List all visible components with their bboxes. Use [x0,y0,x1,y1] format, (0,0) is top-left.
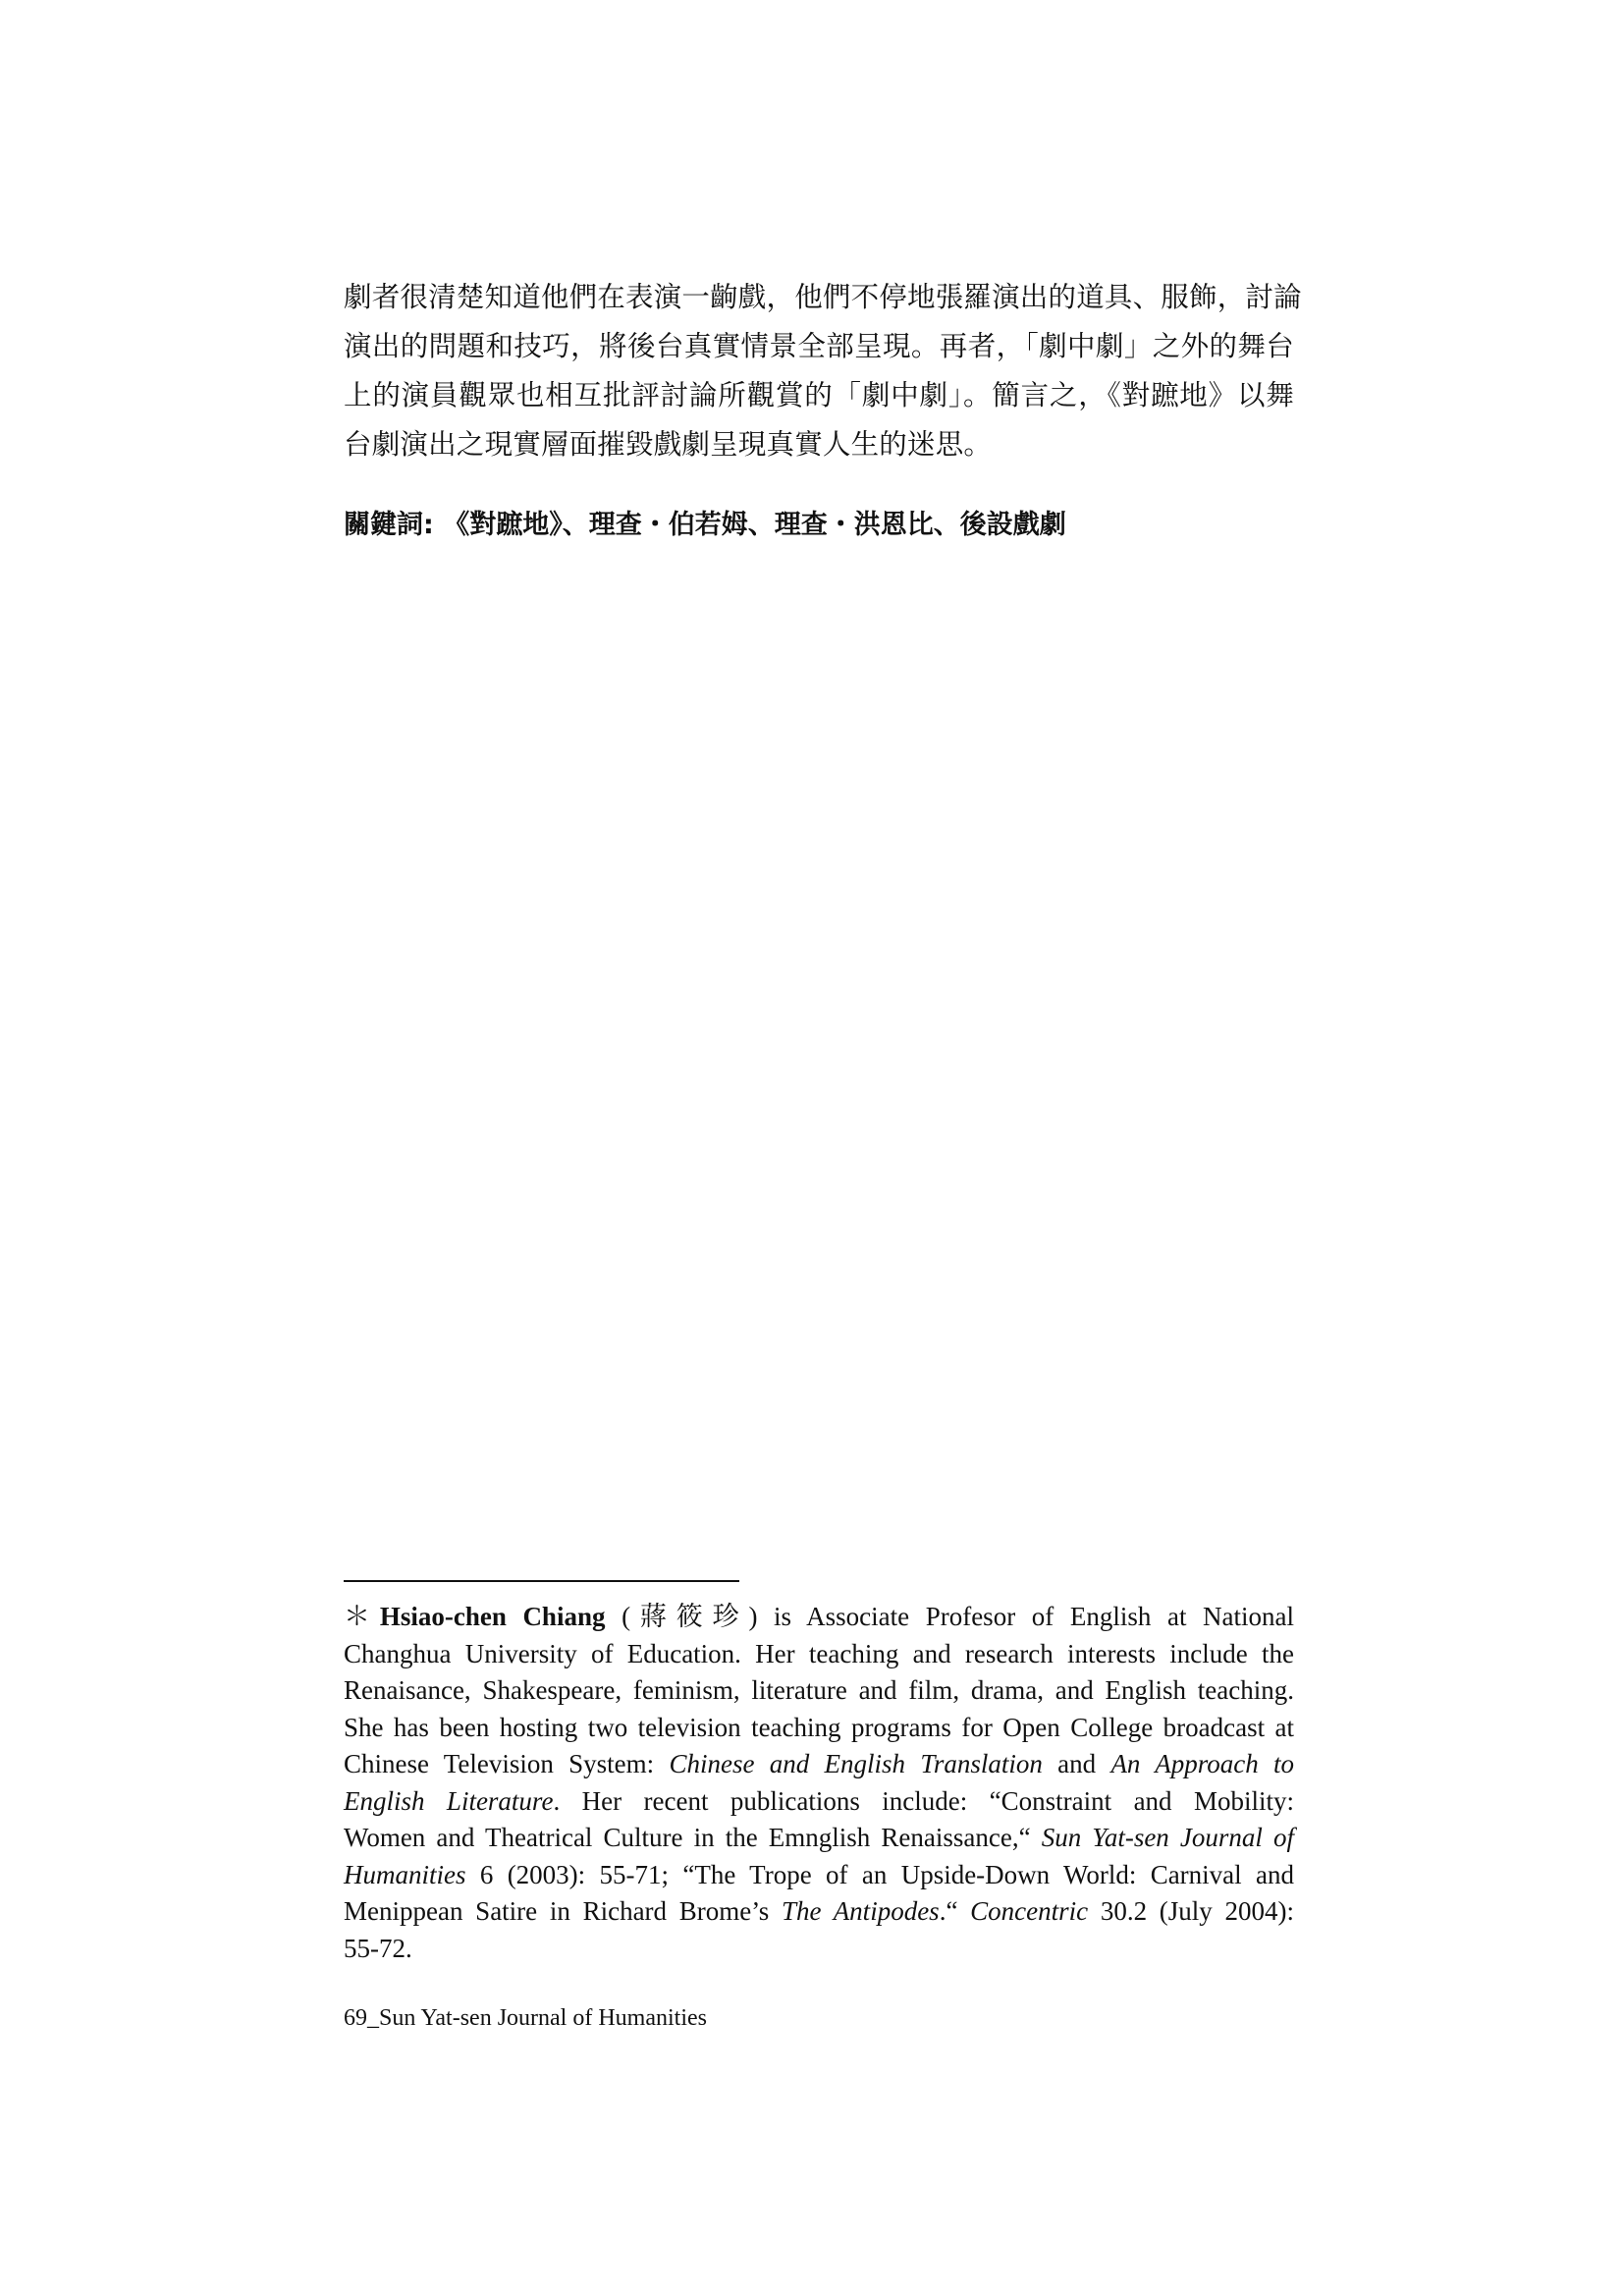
footnote-marker: ＊ [344,1602,380,1631]
footnote-line: She has been hosting two television teaching programs for Open College broadcast at [344,1712,1294,1742]
footnote-line: English Literature. Her recent publications include: “Constraint and Mobility: [344,1785,1294,1816]
footnote-line: 55-72. [344,1933,412,1963]
footnote-line: Chinese Television System: Chinese and English Translation and An Approach to [344,1749,1294,1778]
abstract-line: 劇者很清楚知道他們在表演一齣戲，他們不停地張羅演出的道具、服飾，討論 [344,281,1302,313]
footnote-line: Changhua University of Education. Her teaching and research interests include the [344,1638,1294,1668]
page-folio: 69_Sun Yat-sen Journal of Humanities [344,2005,707,2031]
abstract-line: 台劇演出之現實層面摧毀戲劇呈現真實人生的迷思。 [344,428,993,461]
footnote-divider [344,1580,739,1582]
program-title: Chinese and English Translation [669,1749,1043,1778]
author-name: Hsiao-chen Chiang [379,1602,606,1631]
footnote-line: Humanities 6 (2003): 55-71; “The Trope of an Upside-Down World: Carnival and [344,1859,1294,1889]
author-chinese-name: (蔣筱珍) [622,1602,758,1631]
journal-title: Humanities [344,1859,466,1889]
author-footnote [344,1599,1294,1967]
footnote-line: Menippean Satire in Richard Brome’s The Antipodes.“ Concentric 30.2 (July 2004): [344,1896,1295,1926]
work-title: The Antipodes [781,1896,940,1926]
keywords-line: 關鍵詞: 《對蹠地》、理查・伯若姆、理查・洪恩比、後設戲劇 [344,510,1066,540]
abstract-line: 演出的問題和技巧，將後台真實情景全部呈現。再者，「劇中劇」之外的舞台 [344,330,1294,362]
footnote-line: Renaisance, Shakespeare, feminism, literature and film, drama, and English teaching. [344,1675,1294,1705]
journal-title: Sun Yat-sen Journal of [1041,1823,1295,1852]
journal-title: Concentric [970,1896,1089,1926]
program-title: English Literature [344,1785,554,1816]
abstract-paragraph [344,273,1302,469]
abstract-line: 上的演員觀眾也相互批評討論所觀賞的「劇中劇」。簡言之，《對蹠地》以舞 [344,379,1294,411]
footnote-line: Women and Theatrical Culture in the Emnglish Renaissance,“ Sun Yat-sen Journal of [344,1823,1295,1852]
footnote-line: ＊Hsiao-chen Chiang (蔣筱珍) is Associate Profesor of English at National [344,1602,1295,1631]
program-title: An Approach to [1110,1749,1294,1778]
